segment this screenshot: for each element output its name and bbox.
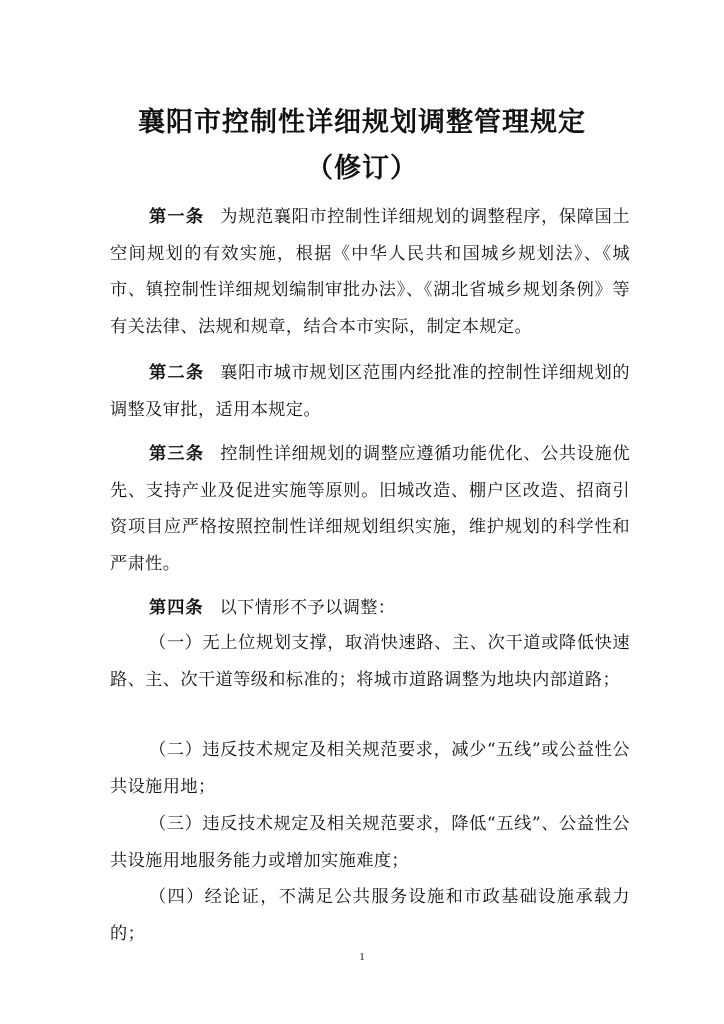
page-number: 1 bbox=[359, 951, 365, 963]
article-4-item-3: （三）违反技术规定及相关规范要求，降低“五线”、公益性公共设施用地服务能力或增加实施难度； bbox=[110, 814, 630, 871]
article-2-text: 襄阳市城市规划区范围内经批准的控制性详细规划的调整及审批，适用本规定。 bbox=[110, 363, 630, 420]
article-4-item-1: （一）无上位规划支撑，取消快速路、主、次干道或降低快速路、主、次干道等级和标准的；将城市道路调整为地块内部道路； bbox=[110, 633, 630, 690]
article-1 bbox=[110, 199, 630, 345]
document-subtitle: （修订） bbox=[306, 153, 418, 184]
article-4-item-4: （四）经论证，不满足公共服务设施和市政基础设施承载力的； bbox=[110, 887, 630, 944]
article-3-heading: 第三条 bbox=[149, 444, 205, 464]
article-4-text: 以下情形不予以调整： bbox=[219, 598, 396, 618]
article-4 bbox=[110, 590, 630, 627]
article-2 bbox=[110, 355, 630, 428]
article-1-text: 为规范襄阳市控制性详细规划的调整程序，保障国土空间规划的有效实施，根据《中华人民共和国城乡规划法》、《城市、镇控制性详细规划编制审批办法》、《湖北省城乡规划条例》等有关法律、法规和规章，结合本市实际，制定本规定。 bbox=[110, 207, 630, 337]
article-3-text: 控制性详细规划的调整应遵循功能优化、公共设施优先、支持产业及促进实施等原则。旧城改造、棚户区改造、招商引资项目应严格按照控制性详细规划组织实施，维护规划的科学性和严肃性。 bbox=[110, 444, 630, 574]
article-1-heading: 第一条 bbox=[149, 207, 205, 227]
article-4-heading: 第四条 bbox=[149, 598, 204, 618]
article-2-heading: 第二条 bbox=[149, 363, 205, 383]
article-3 bbox=[110, 436, 630, 582]
article-4-item-2: （二）违反技术规定及相关规范要求，减少“五线”或公益性公共设施用地； bbox=[110, 740, 630, 797]
document-title: 襄阳市控制性详细规划调整管理规定 bbox=[138, 107, 586, 138]
